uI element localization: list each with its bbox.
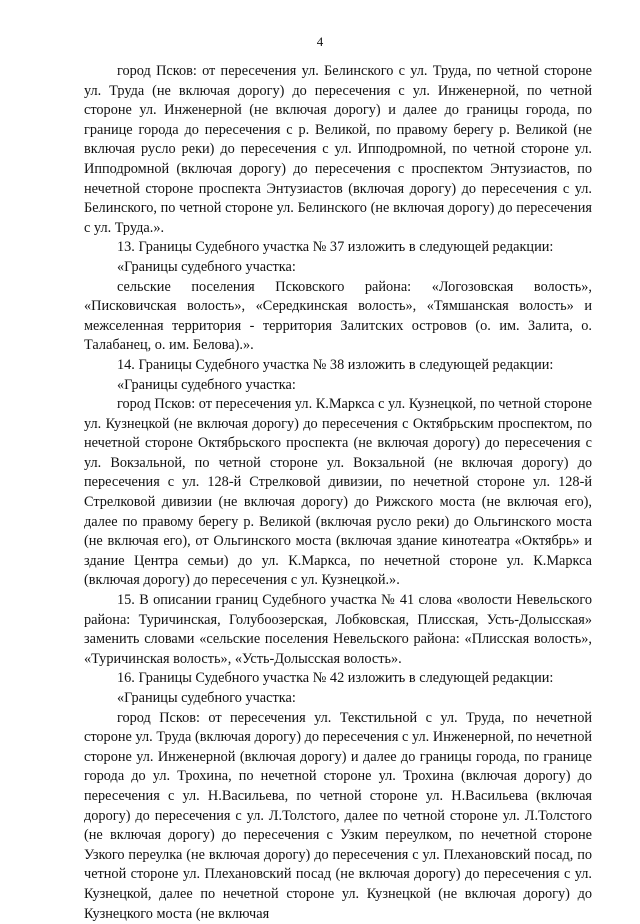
paragraph-boundary-description-37: сельские поселения Псковского района: «Логозовская волость», «Писковичская волость», «Середкинская волость», «Тямшанская волость» и межселенная территория - территория Залитских островов (о. им. Залита, о. Талабанец, о. им. Белова).». [84,278,592,354]
page-number: 4 [316,34,324,49]
paragraph-item-16-heading: 16. Границы Судебного участка № 42 изложить в следующей редакции: [117,670,554,687]
paragraph-item-15: 15. В описании границ Судебного участка № 41 слова «волости Невельского района: Туричинская, Голубоозерская, Лобковская, Плисская, Усть-Долысская» заменить словами «сельские поселения Невельского района: «Плисская волость», «Туричинская волость», «Усть-Долысская волость». [84,592,592,667]
document-body [84,62,592,924]
paragraph-boundary-description-42: город Псков: от пересечения ул. Текстильной с ул. Труда, по нечетной стороне ул. Труда (включая дорогу) до пересечения с ул. Инженерной, по нечетной стороне ул. Инженерной (включая дорогу) и далее до границы города, по границе города до ул. Трохина, по нечетной стороне ул. Трохина (включая дорогу) до пересечения с ул. Н.Васильева, по четной стороне ул. Н.Васильева (включая дорогу) до пересечения с ул. Л.Толстого, далее по четной стороне ул. Л.Толстого (не включая дорогу) до пересечения с Узким переулком, по нечетной стороне Узкого переулка (не включая дорогу) до пересечения с ул. Плехановский посад, по четной стороне ул. Плехановский посад (не включая дорогу) до пересечения с ул. Кузнецкой, далее по нечетной стороне ул. Кузнецкой (не включая дорогу) до Кузнецкого моста (не включая [84,709,592,922]
paragraph-boundary-description-38: город Псков: от пересечения ул. К.Маркса с ул. Кузнецкой, по четной стороне ул. Кузнецкой (не включая дорогу) до пересечения с Октябрьским проспектом, по нечетной стороне Октябрьского проспекта (не включая дорогу) до пересечения с ул. Вокзальной, по четной стороне ул. Вокзальной (не включая дорогу) до пересечения с ул. 128-й Стрелковой дивизии, по нечетной стороне ул. 128-й Стрелковой дивизии (не включая дорогу) до Рижского моста (не включая его), далее по правому берегу р. Великой (включая русло реки) до Ольгинского моста (не включая его), от Ольгинского моста (включая здание кинотеатра «Октябрь» и здание Центра семьи) до ул. К.Маркса, по нечетной стороне ул. К.Маркса (включая дорогу) до пересечения с ул. Кузнецкой.». [84,396,592,589]
paragraph-item-14-heading: 14. Границы Судебного участка № 38 изложить в следующей редакции: [117,356,554,373]
paragraph-quote-heading: «Границы судебного участка: [117,376,296,393]
paragraph-boundary-description-36: город Псков: от пересечения ул. Белинского с ул. Труда, по четной стороне ул. Труда (не включая дорогу) до пересечения с ул. Инженерной, по четной стороне ул. Инженерной (не включая дорогу) и далее до границы города, по границе города до пересечения с р. Великой, по правому берегу р. Великой (не включая русло реки) до пересечения с ул. Ипподромной, по четной стороне ул. Ипподромной (включая дорогу) до пересечения с проспектом Энтузиастов, по нечетной стороне проспекта Энтузиастов (включая дорогу) до пересечения с ул. Белинского, по четной стороне ул. Белинского (не включая дорогу) до пересечения с ул. Труда.». [84,63,592,236]
paragraph-quote-heading: «Границы судебного участка: [117,690,296,706]
paragraph-item-13-heading: 13. Границы Судебного участка № 37 изложить в следующей редакции: [117,239,554,256]
paragraph-quote-heading: «Границы судебного участка: [117,258,296,275]
